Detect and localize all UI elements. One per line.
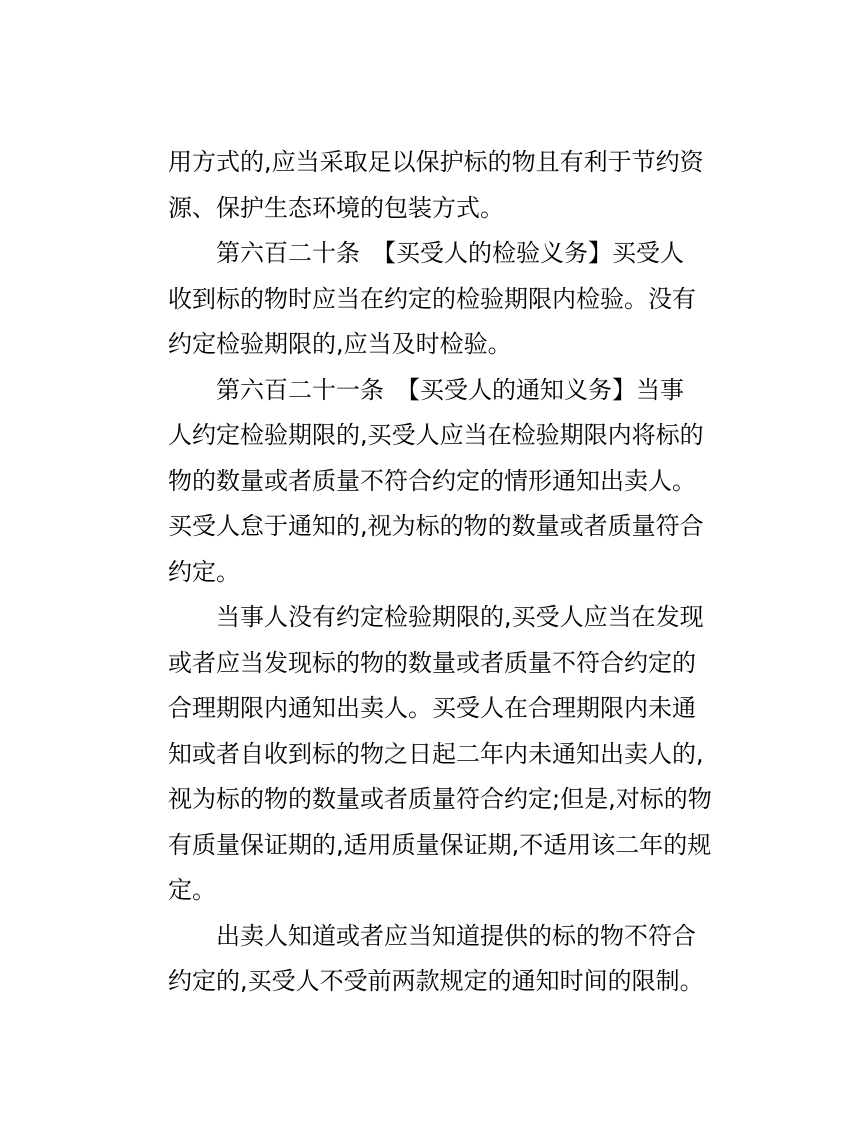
- text-line: 或者应当发现标的物的数量或者质量不符合约定的: [168, 648, 696, 677]
- text-line: 收到标的物时应当在约定的检验期限内检验。没有: [168, 284, 696, 313]
- text-line: 第六百二十一条 【买受人的通知义务】当事: [216, 375, 684, 404]
- paragraph-no-inspection-period: [168, 595, 712, 914]
- text-line: 人约定检验期限的,买受人应当在检验期限内将标的: [168, 421, 704, 449]
- text-line: 定。: [168, 876, 216, 904]
- text-line: 视为标的物的数量或者质量符合约定;但是,对标的物: [168, 785, 712, 813]
- text-line: 物的数量或者质量不符合约定的情形通知出卖人。: [168, 466, 696, 495]
- text-line: 源、保护生态环境的包装方式。: [168, 193, 504, 222]
- text-line: 当事人没有约定检验期限的,买受人应当在发现: [216, 603, 704, 631]
- text-line: 合理期限内通知出卖人。买受人在合理期限内未通: [168, 694, 696, 722]
- text-line: 约定的,买受人不受前两款规定的通知时间的限制。: [168, 967, 704, 995]
- text-line: 第六百二十条 【买受人的检验义务】买受人: [216, 239, 684, 267]
- text-line: 买受人怠于通知的,视为标的物的数量或者质量符合: [168, 512, 704, 540]
- text-line: 约定。: [168, 557, 240, 586]
- paragraph-seller-knowledge: [168, 914, 704, 1005]
- text-line: 知或者自收到标的物之日起二年内未通知出卖人的,: [168, 739, 704, 768]
- document-page: [168, 140, 712, 1005]
- text-line: 出卖人知道或者应当知道提供的标的物不符合: [216, 921, 696, 950]
- text-line: 有质量保证期的,适用质量保证期,不适用该二年的规: [168, 830, 712, 859]
- text-line: 约定检验期限的,应当及时检验。: [168, 330, 512, 358]
- paragraph-article-620: [168, 231, 698, 368]
- paragraph-article-621: [168, 368, 704, 596]
- paragraph-packaging-continuation: [168, 140, 704, 231]
- text-line: 用方式的,应当采取足以保护标的物且有利于节约资: [168, 148, 704, 176]
